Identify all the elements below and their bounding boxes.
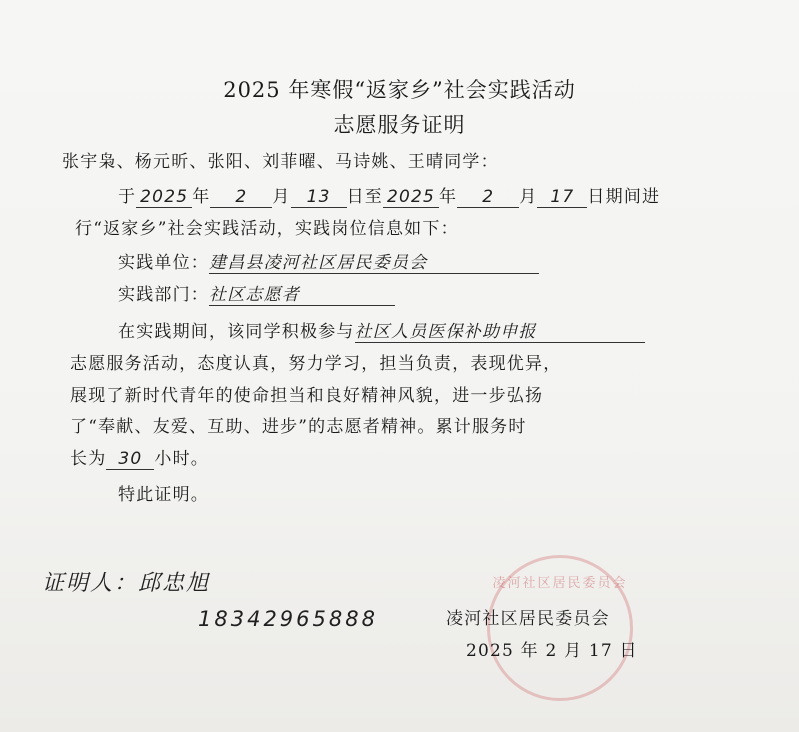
certifier-name: 邱忠旭	[138, 571, 211, 596]
certifier-label: 证明人：	[42, 571, 139, 596]
unit-value: 建昌县凌河社区居民委员会	[209, 248, 539, 274]
dept-label: 实践部门：	[118, 285, 209, 305]
hours-line	[70, 444, 209, 470]
year-unit: 年	[192, 187, 211, 207]
start-day: 13	[291, 187, 347, 208]
day-unit: 日至	[346, 187, 384, 207]
title-line2: 志愿服务证明	[333, 113, 466, 137]
end-month: 2	[457, 187, 519, 208]
end-day: 17	[537, 187, 587, 208]
activity-line: 行“返家乡”社会实践活动，实践岗位信息如下：	[75, 219, 459, 239]
certifier-row	[42, 566, 210, 597]
closing: 特此证明。	[118, 485, 209, 505]
start-year: 2025	[136, 187, 192, 208]
student-names: 张宇枭、杨元昕、张阳、刘菲曜、马诗姚、王晴同学：	[62, 152, 499, 172]
year-unit-2: 年	[439, 187, 458, 207]
org-name: 凌河社区居民委员会	[446, 609, 610, 629]
certifier-phone: 18342965888	[198, 607, 378, 631]
hours-prefix: 长为	[70, 449, 107, 469]
period-suffix: 日期间进	[587, 187, 661, 207]
body-line2: 志愿服务活动，态度认真，努力学习，担当负责，表现优异，	[70, 354, 562, 374]
body-fill: 社区人员医保补助申报	[355, 317, 645, 343]
start-month: 2	[210, 187, 272, 208]
unit-label: 实践单位：	[118, 253, 209, 273]
seal-text: 凌河社区居民委员会	[492, 576, 628, 591]
body-prefix: 在实践期间，该同学积极参与	[118, 322, 355, 342]
dept-row	[118, 280, 395, 306]
unit-row	[118, 248, 539, 274]
title-line1: 2025 年寒假“返家乡”社会实践活动	[223, 78, 576, 102]
hours-suffix: 小时。	[154, 449, 210, 469]
body-line1	[118, 317, 645, 343]
month-unit: 月	[272, 187, 291, 207]
end-year: 2025	[383, 187, 439, 208]
period-line	[118, 182, 660, 208]
dept-value: 社区志愿者	[209, 280, 395, 306]
month-unit-2: 月	[519, 187, 538, 207]
issue-date: 2025 年 2 月 17 日	[466, 641, 638, 661]
hours-value: 30	[106, 449, 154, 470]
body-line4: 了“奉献、友爱、互助、进步”的志愿者精神。累计服务时	[70, 417, 527, 437]
body-line3: 展现了新时代青年的使命担当和良好精神风貌，进一步弘扬	[70, 386, 544, 406]
period-prefix: 于	[118, 187, 137, 207]
